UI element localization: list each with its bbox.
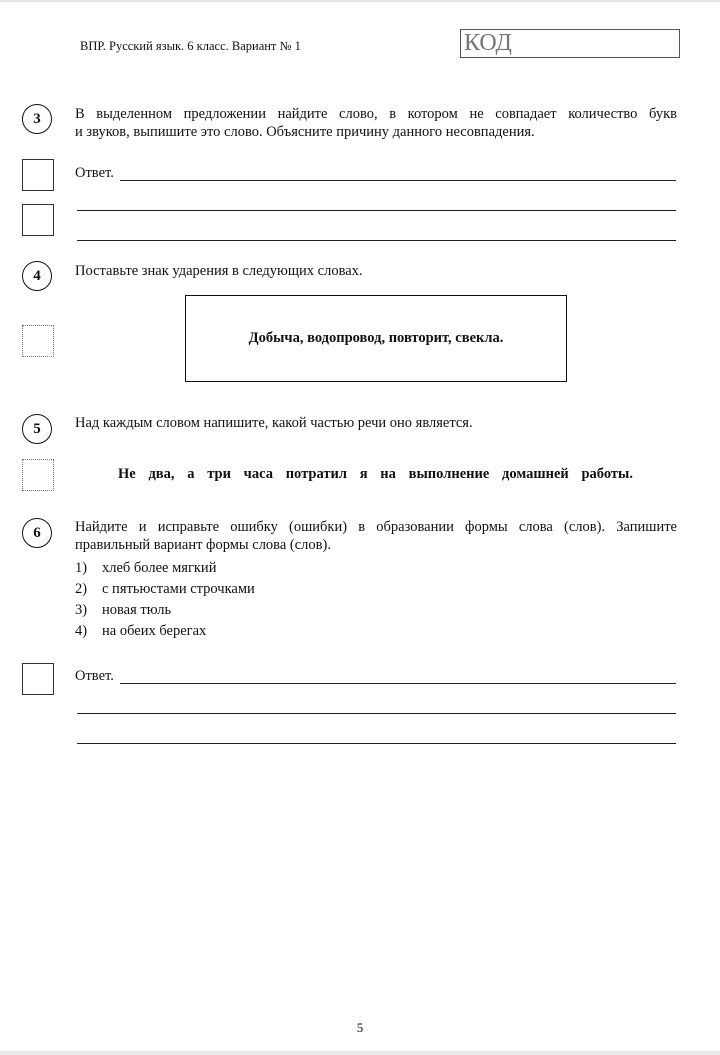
answer-label-q3: Ответ. <box>75 165 114 181</box>
option-1 <box>75 560 216 577</box>
option-number: 2) <box>75 581 88 597</box>
answer-line-q3-2[interactable] <box>77 210 676 211</box>
code-label: КОД <box>464 30 512 56</box>
question-3-text <box>75 105 677 141</box>
sentence-word: а <box>187 466 195 482</box>
option-3 <box>75 602 171 619</box>
question-6-line-1: Найдите и исправьте ошибку (ошибки) в образовании формы слова (слов). Запишите <box>75 519 677 535</box>
page-top-edge <box>0 0 720 2</box>
sentence-word: домашней <box>502 466 569 482</box>
option-text: хлеб более мягкий <box>102 560 217 576</box>
answer-line-q6-2[interactable] <box>77 713 676 714</box>
score-box-q5[interactable] <box>22 459 54 491</box>
question-5-text: Над каждым словом напишите, какой частью речи оно является. <box>75 415 473 431</box>
score-box-q3-b[interactable] <box>22 204 54 236</box>
option-2 <box>75 581 255 598</box>
parts-of-speech-sentence <box>118 466 633 483</box>
question-4-text: Поставьте знак ударения в следующих словах. <box>75 263 363 279</box>
words-box <box>185 295 567 382</box>
answer-line-q6-1[interactable] <box>120 683 676 684</box>
sentence-word: выполнение <box>408 466 490 482</box>
sentence-word: на <box>380 466 396 482</box>
score-box-q3-a[interactable] <box>22 159 54 191</box>
page-number: 5 <box>356 1020 364 1035</box>
question-4-number: 4 <box>22 261 52 291</box>
answer-line-q6-3[interactable] <box>77 743 676 744</box>
option-text: новая тюль <box>102 602 172 618</box>
option-number: 3) <box>75 602 88 618</box>
page-bottom-edge <box>0 1051 720 1055</box>
question-6-line-2: правильный вариант формы слова (слов). <box>75 537 331 553</box>
score-box-q6[interactable] <box>22 663 54 695</box>
answer-line-q3-1[interactable] <box>120 180 676 181</box>
answer-line-q3-3[interactable] <box>77 240 676 241</box>
code-field[interactable] <box>460 29 680 58</box>
question-3-line-1: В выделенном предложении найдите слово, в котором не совпадает количество букв <box>75 106 677 122</box>
option-number: 1) <box>75 560 88 576</box>
question-6-text <box>75 518 677 554</box>
option-text: на обеих берегах <box>102 623 207 639</box>
sentence-word: я <box>359 466 368 482</box>
sentence-word: работы. <box>581 466 633 482</box>
option-4 <box>75 623 206 640</box>
option-number: 4) <box>75 623 88 639</box>
option-text: с пятьюстами строчками <box>102 581 255 597</box>
question-6-number: 6 <box>22 518 52 548</box>
document-header: ВПР. Русский язык. 6 класс. Вариант № 1 <box>80 39 301 53</box>
score-box-q4[interactable] <box>22 325 54 357</box>
sentence-word: Не <box>118 466 136 482</box>
answer-label-q6: Ответ. <box>75 668 114 684</box>
question-3-line-2: и звуков, выпишите это слово. Объясните причину данного несовпадения. <box>75 124 535 140</box>
sentence-word: три <box>207 466 231 482</box>
sentence-word: два, <box>148 466 175 482</box>
question-3-number: 3 <box>22 104 52 134</box>
sentence-word: потратил <box>285 466 347 482</box>
stress-words: Добыча, водопровод, повторит, свекла. <box>248 330 504 346</box>
sentence-word: часа <box>243 466 273 482</box>
question-5-number: 5 <box>22 414 52 444</box>
